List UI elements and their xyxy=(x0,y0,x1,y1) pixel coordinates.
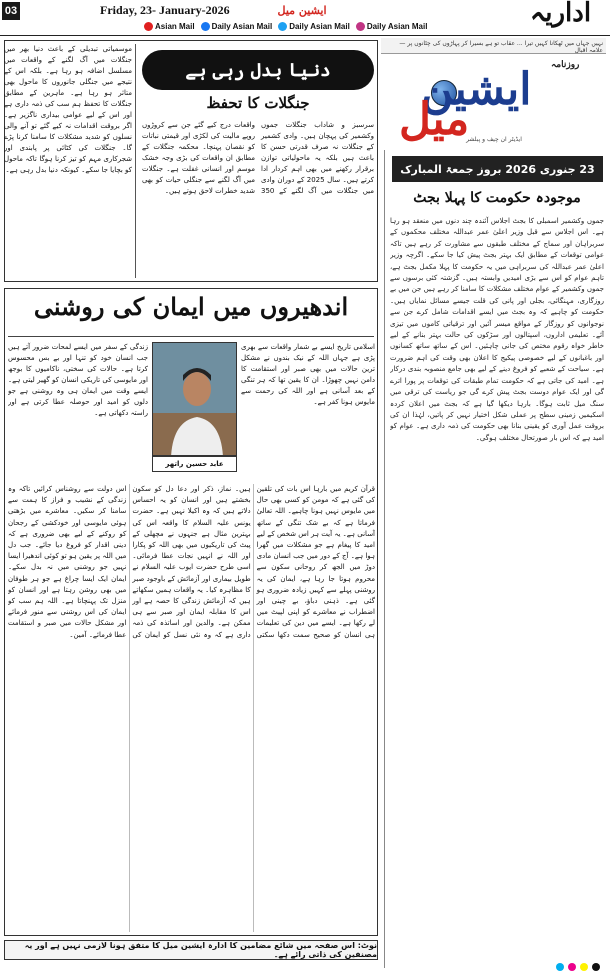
author-caption: عابد حسین راتھر xyxy=(152,456,237,472)
instagram-icon xyxy=(356,22,365,31)
social-label: Asian Mail xyxy=(155,22,195,31)
author-photo xyxy=(152,342,237,456)
author-portrait-icon xyxy=(153,343,237,456)
social-links xyxy=(144,22,427,31)
registration-mark-yellow xyxy=(580,963,588,971)
column-body-right-top: اسلامی تاریخ ایسے بے شمار واقعات سے بھری پڑی ہے جہاں اللہ کے نیک بندوں نے مشکل ترین حالات میں بھی صبر اور استقامت کا دامن نہیں چھوڑا۔ ان کا یقین تھا کہ ہر تنگی کے بعد آسانی ہے اور اللہ کی رحمت سے مایوس ہونا کفر ہے۔ xyxy=(241,343,375,406)
page-number: 03 xyxy=(2,2,20,20)
masthead-name-part-1: ایشین xyxy=(421,64,532,115)
quote-ticker: نہیں جہاں میں ٹھکانا کہیں تیرا ... عقاب تو ہے بسیرا کر پہاڑوں کی چٹانوں پر — علامہ اقبال xyxy=(381,38,606,54)
world-news-body-left: موسمیاتی تبدیلی کے باعث دنیا بھر میں جنگلات میں آگ لگنے کے واقعات میں مسلسل اضافہ ہو رہا ہے۔ بلکہ اس کے نتیجے میں جنگلی جانوروں کا ماحول بھی متاثر ہو رہا ہے۔ ماہرین کے مطابق جنگلات کا تحفظ ہم سب کی ذمہ داری ہے اور اس کے لیے عوامی بیداری ناگزیر ہے۔ اگر بروقت اقدامات نہ کیے گئے تو آنے والی نسلوں کو شدید مشکلات کا سامنا کرنا پڑے گا۔ جنگلات کی کٹائی پر پابندی اور شجرکاری مہم کو تیز کرنا ہوگا تاکہ ماحول کو بچایا جا سکے۔ کیونکہ دنیا بدل رہی ہے۔ xyxy=(4,45,132,174)
social-link-youtube[interactable] xyxy=(144,22,195,31)
mini-logo xyxy=(272,1,332,19)
registration-mark-magenta xyxy=(568,963,576,971)
column-body-left-top: زندگی کے سفر میں ایسے لمحات ضرور آتے ہیں جب انسان خود کو تنہا اور بے بس محسوس کرتا ہے۔ حالات کی سختی، ناکامیوں کا بوجھ اور مایوسی کی تاریکی انسان کو گھیر لیتی ہے۔ ایسے وقت میں ایمان ہی وہ روشنی ہے جو دلوں کو امید اور حوصلہ عطا کرتی ہے اور راستہ دکھاتی ہے۔ xyxy=(8,343,148,417)
disclaimer-note: نوٹ: اس صفحہ میں شائع مضامین کا ادارہ ایشین میل کا متفق ہونا لازمی نہیں ہے اور یہ مصنفین کی ذاتی رائے ہے۔ xyxy=(4,940,378,960)
twitter-icon xyxy=(278,22,287,31)
mini-logo-text: ایشین میل xyxy=(277,3,327,17)
masthead-daily-label: روزنامہ xyxy=(551,60,580,70)
registration-mark-cyan xyxy=(556,963,564,971)
column-title-rule xyxy=(8,336,374,337)
masthead-editor-line: ایڈیٹر ان چیف و پبلشر xyxy=(466,136,522,143)
column-body-lower: قرآن کریم میں بارہا اس بات کی تلقین کی گئی ہے کہ مومن کو کسی بھی حال میں مایوس نہیں ہونا چاہیے۔ اللہ تعالیٰ فرماتا ہے کہ بے شک تنگی کے ساتھ آسانی ہے۔ یہ آیت ہر اس شخص کے لیے امید کا پیغام ہے جو مشکلات میں گھرا ہوا ہے۔ آج کے دور میں جب انسان مادی دوڑ میں الجھ کر روحانی سکون سے محروم ہوتا جا رہا ہے، ایمان کی یہ روشنی پہلے سے کہیں زیادہ ضروری ہو گئی ہے۔ ذہنی دباؤ، بے چینی اور اضطراب نے معاشرے کو اپنی لپیٹ میں لے رکھا ہے۔ ایسے میں دین کی تعلیمات ہی انسان کو صحیح سمت دکھا سکتی ہیں۔ نماز، ذکر اور دعا دل کو سکون بخشتے ہیں اور انسان کو یہ احساس دلاتے ہیں کہ وہ اکیلا نہیں ہے۔ حضرت یونس علیہ السلام کا واقعہ اس کی بہترین مثال ہے جنہوں نے مچھلی کے پیٹ کی تاریکیوں میں بھی اللہ کو پکارا اور اللہ نے انہیں نجات عطا فرمائی۔ اسی طرح حضرت ایوب علیہ السلام نے طویل بیماری اور آزمائش کے باوجود صبر کا مظاہرہ کیا۔ یہ واقعات ہمیں سکھاتے ہیں کہ آزمائش زندگی کا حصہ ہے اور اس کا مقابلہ ایمان اور صبر سے ہی ممکن ہے۔ والدین اور اساتذہ کی ذمہ داری ہے کہ وہ نئی نسل کو ایمان کی اس دولت سے روشناس کرائیں تاکہ وہ زندگی کے نشیب و فراز کا ہمت سے سامنا کر سکیں۔ معاشرے میں بڑھتی ہوئی مایوسی اور خودکشی کے رجحان کو روکنے کے لیے بھی ضروری ہے کہ دینی اقدار کو فروغ دیا جائے۔ جب دل میں اللہ پر یقین ہو تو کوئی اندھیرا ایسا نہیں جو روشنی میں نہ بدل سکے۔ ایمان ایک ایسا چراغ ہے جو ہر طوفان میں بھی روشن رہتا ہے اور انسان کو منزل تک پہنچاتا ہے۔ اللہ ہم سب کو ایمان کی اس روشنی سے منور فرمائے اور مشکل حالات میں صبر و استقامت عطا فرمائے۔ آمین۔ xyxy=(8,485,375,639)
world-news-subtitle: جنگلات کا تحفظ xyxy=(206,94,310,112)
date-band: 23 جنوری 2026 بروز جمعۃ المبارک xyxy=(392,156,603,182)
social-link-facebook[interactable] xyxy=(201,22,273,31)
editorial-title: موجودہ حکومت کا پہلا بجٹ xyxy=(413,190,581,206)
youtube-icon xyxy=(144,22,153,31)
social-label: Daily Asian Mail xyxy=(211,22,273,31)
column-divider xyxy=(384,150,385,968)
social-link-instagram[interactable] xyxy=(356,22,428,31)
masthead xyxy=(383,56,605,148)
world-news-badge: دنیا بدل رہی ہے xyxy=(142,50,374,90)
masthead-name-part-2: میل xyxy=(399,94,470,145)
social-label: Daily Asian Mail xyxy=(366,22,428,31)
world-news-divider xyxy=(135,44,136,278)
social-label: Daily Asian Mail xyxy=(289,22,350,31)
section-title: اداریہ xyxy=(530,0,592,28)
editorial-body: جموں وکشمیر اسمبلی کا بجٹ اجلاس آئندہ چند دنوں میں منعقد ہو رہا ہے۔ اس اجلاس سے قبل وزیر اعلیٰ عمر عبداللہ مختلف محکموں کے سربراہان اور سماج کے مختلف طبقوں سے مشاورت کر رہے ہیں تاکہ عوامی توقعات کے مطابق ایک بہتر بجٹ پیش کیا جا سکے۔ اگرچہ وزیر اعلیٰ عمر عبداللہ کی سربراہی میں یہ حکومت کا پہلا مکمل بجٹ ہے، تاہم عوام کو اس سے بڑی امیدیں وابستہ ہیں۔ گزشتہ کئی برسوں سے جموں وکشمیر کے عوام مختلف مشکلات کا سامنا کر رہے ہیں جن میں بے روزگاری، مہنگائی، بجلی اور پانی کی قلت جیسے مسائل نمایاں ہیں۔ حکومت کو چاہیے کہ وہ بجٹ میں ایسے اقدامات شامل کرے جن سے نوجوانوں کو روزگار کے مواقع میسر آئیں اور ترقیاتی کاموں میں تیزی آئے۔ تعلیمی اداروں، اسپتالوں اور سڑکوں کی حالت بہتر بنانے کے لیے خاطر خواہ رقوم مختص کی جانی چاہئیں۔ اس کے ساتھ ساتھ کسانوں اور باغبانوں کے لیے خصوصی پیکیج کا اعلان بھی وقت کی اہم ضرورت ہے۔ سیاحت کے شعبے کو فروغ دینے کے لیے بھی جامع منصوبہ بندی درکار ہے۔ امید کی جاتی ہے کہ حکومت تمام طبقات کی توقعات پر پورا اترے گی اور ایک عوام دوست بجٹ پیش کرے گی جو ریاست کی ترقی میں سنگ میل ثابت ہوگا۔ بارہا دیکھا گیا ہے کہ بجٹ میں اعلان کردہ اسکیمیں زمینی سطح پر عملی شکل اختیار نہیں کر پاتیں، لہٰذا ان کی بروقت عمل آوری کو یقینی بنانا بھی حکومت کی ذمہ داری ہے۔ عوام کو امید ہے کہ اس بار صورتحال مختلف ہوگی۔ xyxy=(390,217,604,442)
social-link-twitter[interactable] xyxy=(278,22,350,31)
facebook-icon xyxy=(201,22,210,31)
header-rule xyxy=(0,35,610,36)
column-article-title: اندھیروں میں ایمان کی روشنی xyxy=(33,292,349,321)
world-news-body-right: سرسبز و شاداب جنگلات جموں وکشمیر کی پہچان ہیں۔ وادی کشمیر کے جنگلات نہ صرف قدرتی حسن کا باعث ہیں بلکہ یہ ماحولیاتی توازن برقرار رکھنے میں بھی اہم کردار ادا کرتے ہیں۔ سال 2025 کے دوران وادی میں جنگلات میں آگ لگنے کے 350 واقعات درج کیے گئے جن سے کروڑوں روپے مالیت کی لکڑی اور قیمتی نباتات کو نقصان پہنچا۔ محکمہ جنگلات کے مطابق ان واقعات کی بڑی وجہ خشک موسم اور انسانی غفلت ہے۔ جنگلات میں آگ لگنے سے جنگلی حیات کو بھی شدید خطرات لاحق ہوتے ہیں۔ xyxy=(142,121,374,195)
issue-date: Friday, 23- January-2026 xyxy=(100,3,230,17)
registration-mark-black xyxy=(592,963,600,971)
